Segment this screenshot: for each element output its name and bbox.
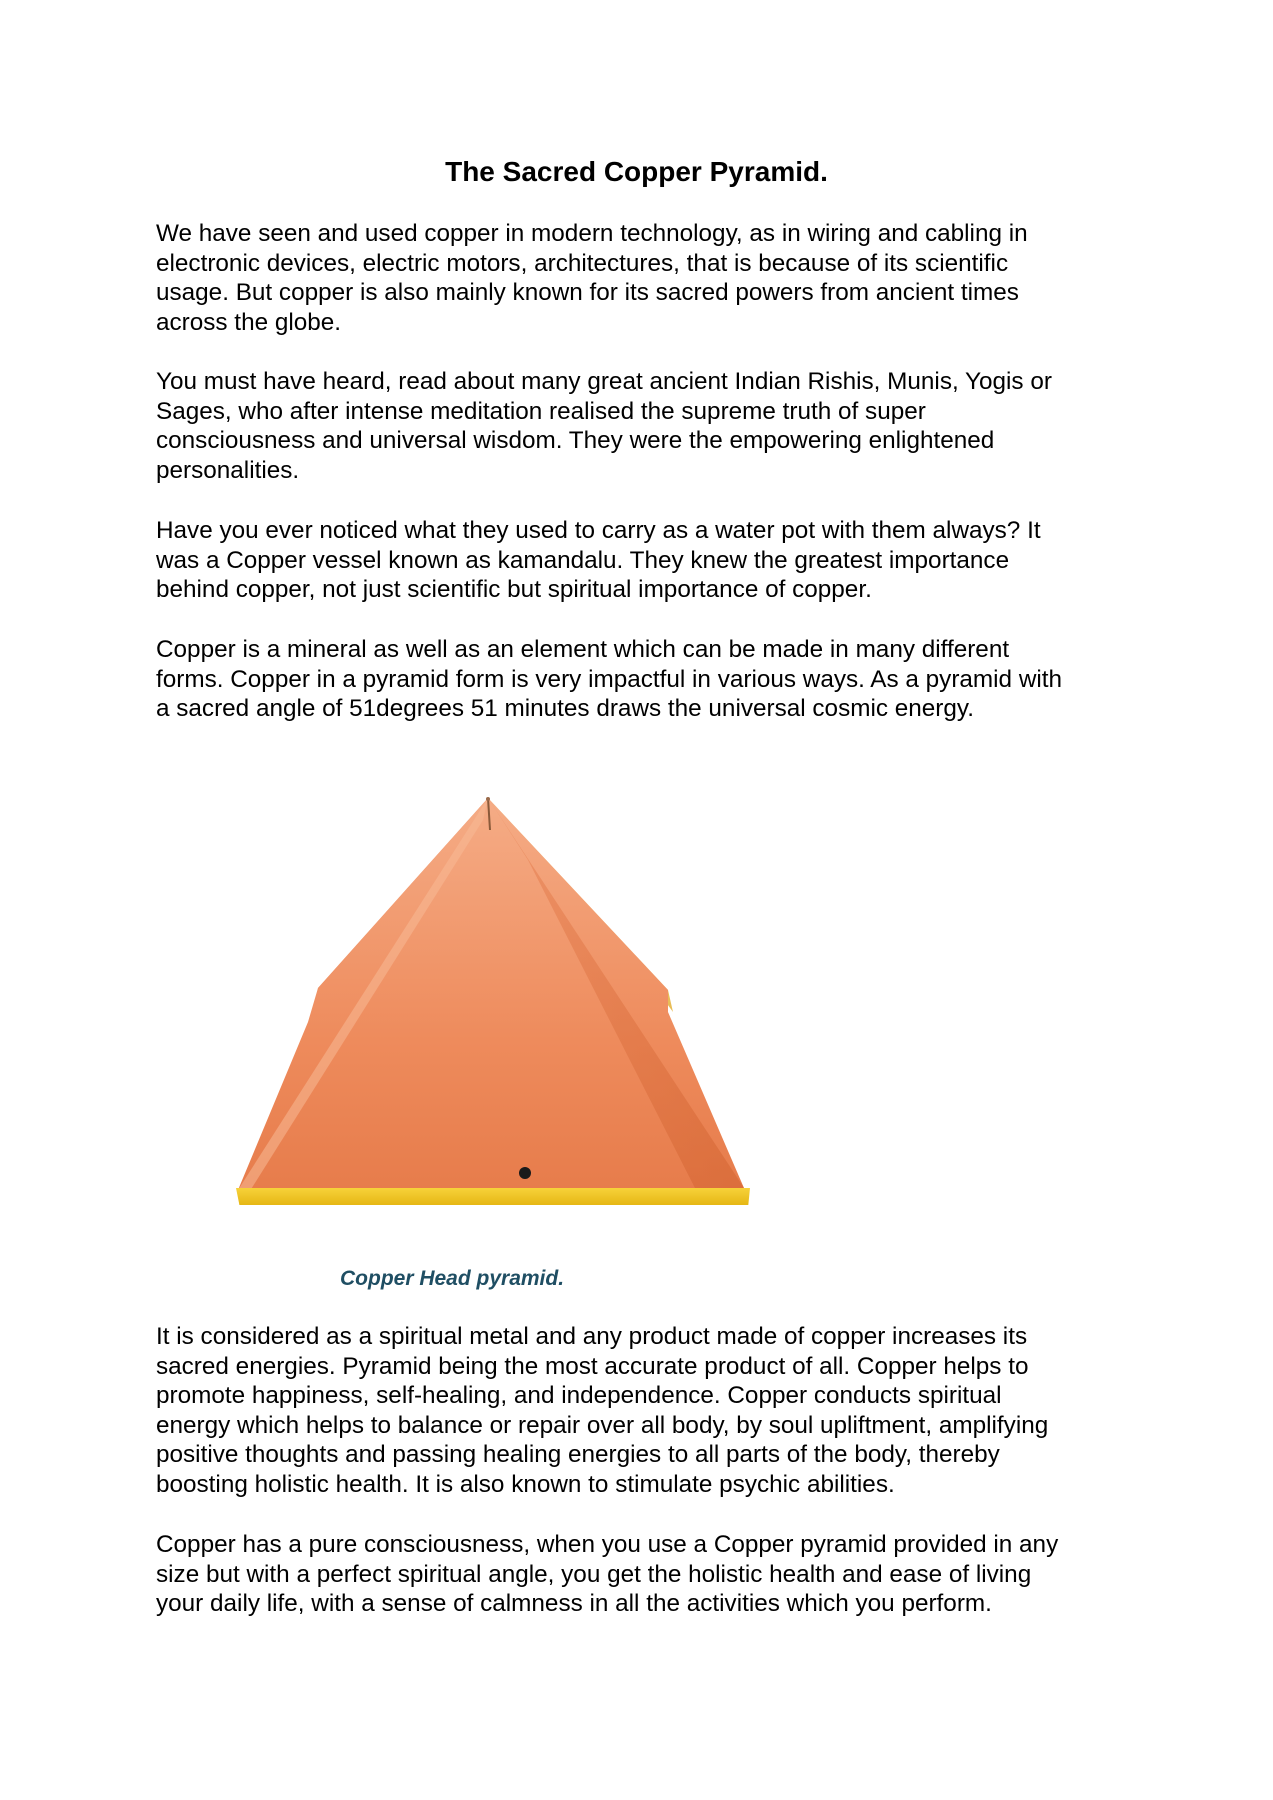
paragraph-6 (156, 1530, 1136, 1619)
paragraph-line: forms. Copper in a pyramid form is very impactful in various ways. As a pyramid with (156, 665, 1063, 693)
paragraph-line: Have you ever noticed what they used to carry as a water pot with them always? It (156, 517, 1041, 544)
paragraph-line: boosting holistic health. It is also known to stimulate psychic abilities. (156, 1470, 895, 1498)
paragraph-line: positive thoughts and passing healing energies to all parts of the body, thereby (156, 1441, 1000, 1469)
paragraph-4 (156, 635, 1136, 724)
paragraph-line: consciousness and universal wisdom. They were the empowering enlightened (156, 427, 995, 455)
paragraph-line: your daily life, with a sense of calmness in all the activities which you perform. (156, 1590, 992, 1618)
pyramid-hole (519, 1167, 531, 1179)
paragraph-line: a sacred angle of 51degrees 51 minutes draws the universal cosmic energy. (156, 695, 974, 723)
paragraph-line: electronic devices, electric motors, architectures, that is because of its scientific (156, 249, 1009, 277)
paragraph-2 (156, 367, 1136, 485)
paragraph-line: Sages, who after intense meditation realised the supreme truth of super (156, 397, 926, 425)
paragraph-3 (156, 516, 1136, 605)
paragraph-line: size but with a perfect spiritual angle, you get the holistic health and ease of living (156, 1560, 1032, 1588)
paragraph-line: personalities. (156, 456, 300, 484)
paragraph-1 (156, 219, 1136, 337)
copper-pyramid-image (228, 790, 758, 1205)
paragraph-line: across the globe. (156, 308, 342, 336)
paragraph-line: usage. But copper is also mainly known for its sacred powers from ancient times (156, 279, 1019, 307)
paragraph-line: behind copper, not just scientific but spiritual importance of copper. (156, 576, 872, 604)
paragraph-line: sacred energies. Pyramid being the most accurate product of all. Copper helps to (156, 1352, 1029, 1380)
paragraph-line: was a Copper vessel known as kamandalu. They knew the greatest importance (156, 546, 1010, 574)
copper-pyramid-icon (228, 790, 758, 1205)
paragraph-line: Copper is a mineral as well as an element which can be made in many different (156, 636, 1010, 663)
paragraph-line: energy which helps to balance or repair over all body, by soul upliftment, amplifying (156, 1411, 1049, 1439)
paragraph-5 (156, 1322, 1136, 1500)
paragraph-line: It is considered as a spiritual metal and any product made of copper increases its (156, 1323, 1028, 1350)
page-title: The Sacred Copper Pyramid. (445, 156, 828, 187)
paragraph-line: You must have heard, read about many great ancient Indian Rishis, Munis, Yogis or (156, 368, 1052, 395)
pyramid-apex (486, 797, 490, 801)
paragraph-line: Copper has a pure consciousness, when you use a Copper pyramid provided in any (156, 1531, 1059, 1558)
figure-caption: Copper Head pyramid. (340, 1267, 565, 1290)
paragraph-line: promote happiness, self-healing, and independence. Copper conducts spiritual (156, 1382, 1002, 1410)
paragraph-line: We have seen and used copper in modern technology, as in wiring and cabling in (156, 220, 1028, 247)
pyramid-base-strip (236, 1188, 750, 1205)
